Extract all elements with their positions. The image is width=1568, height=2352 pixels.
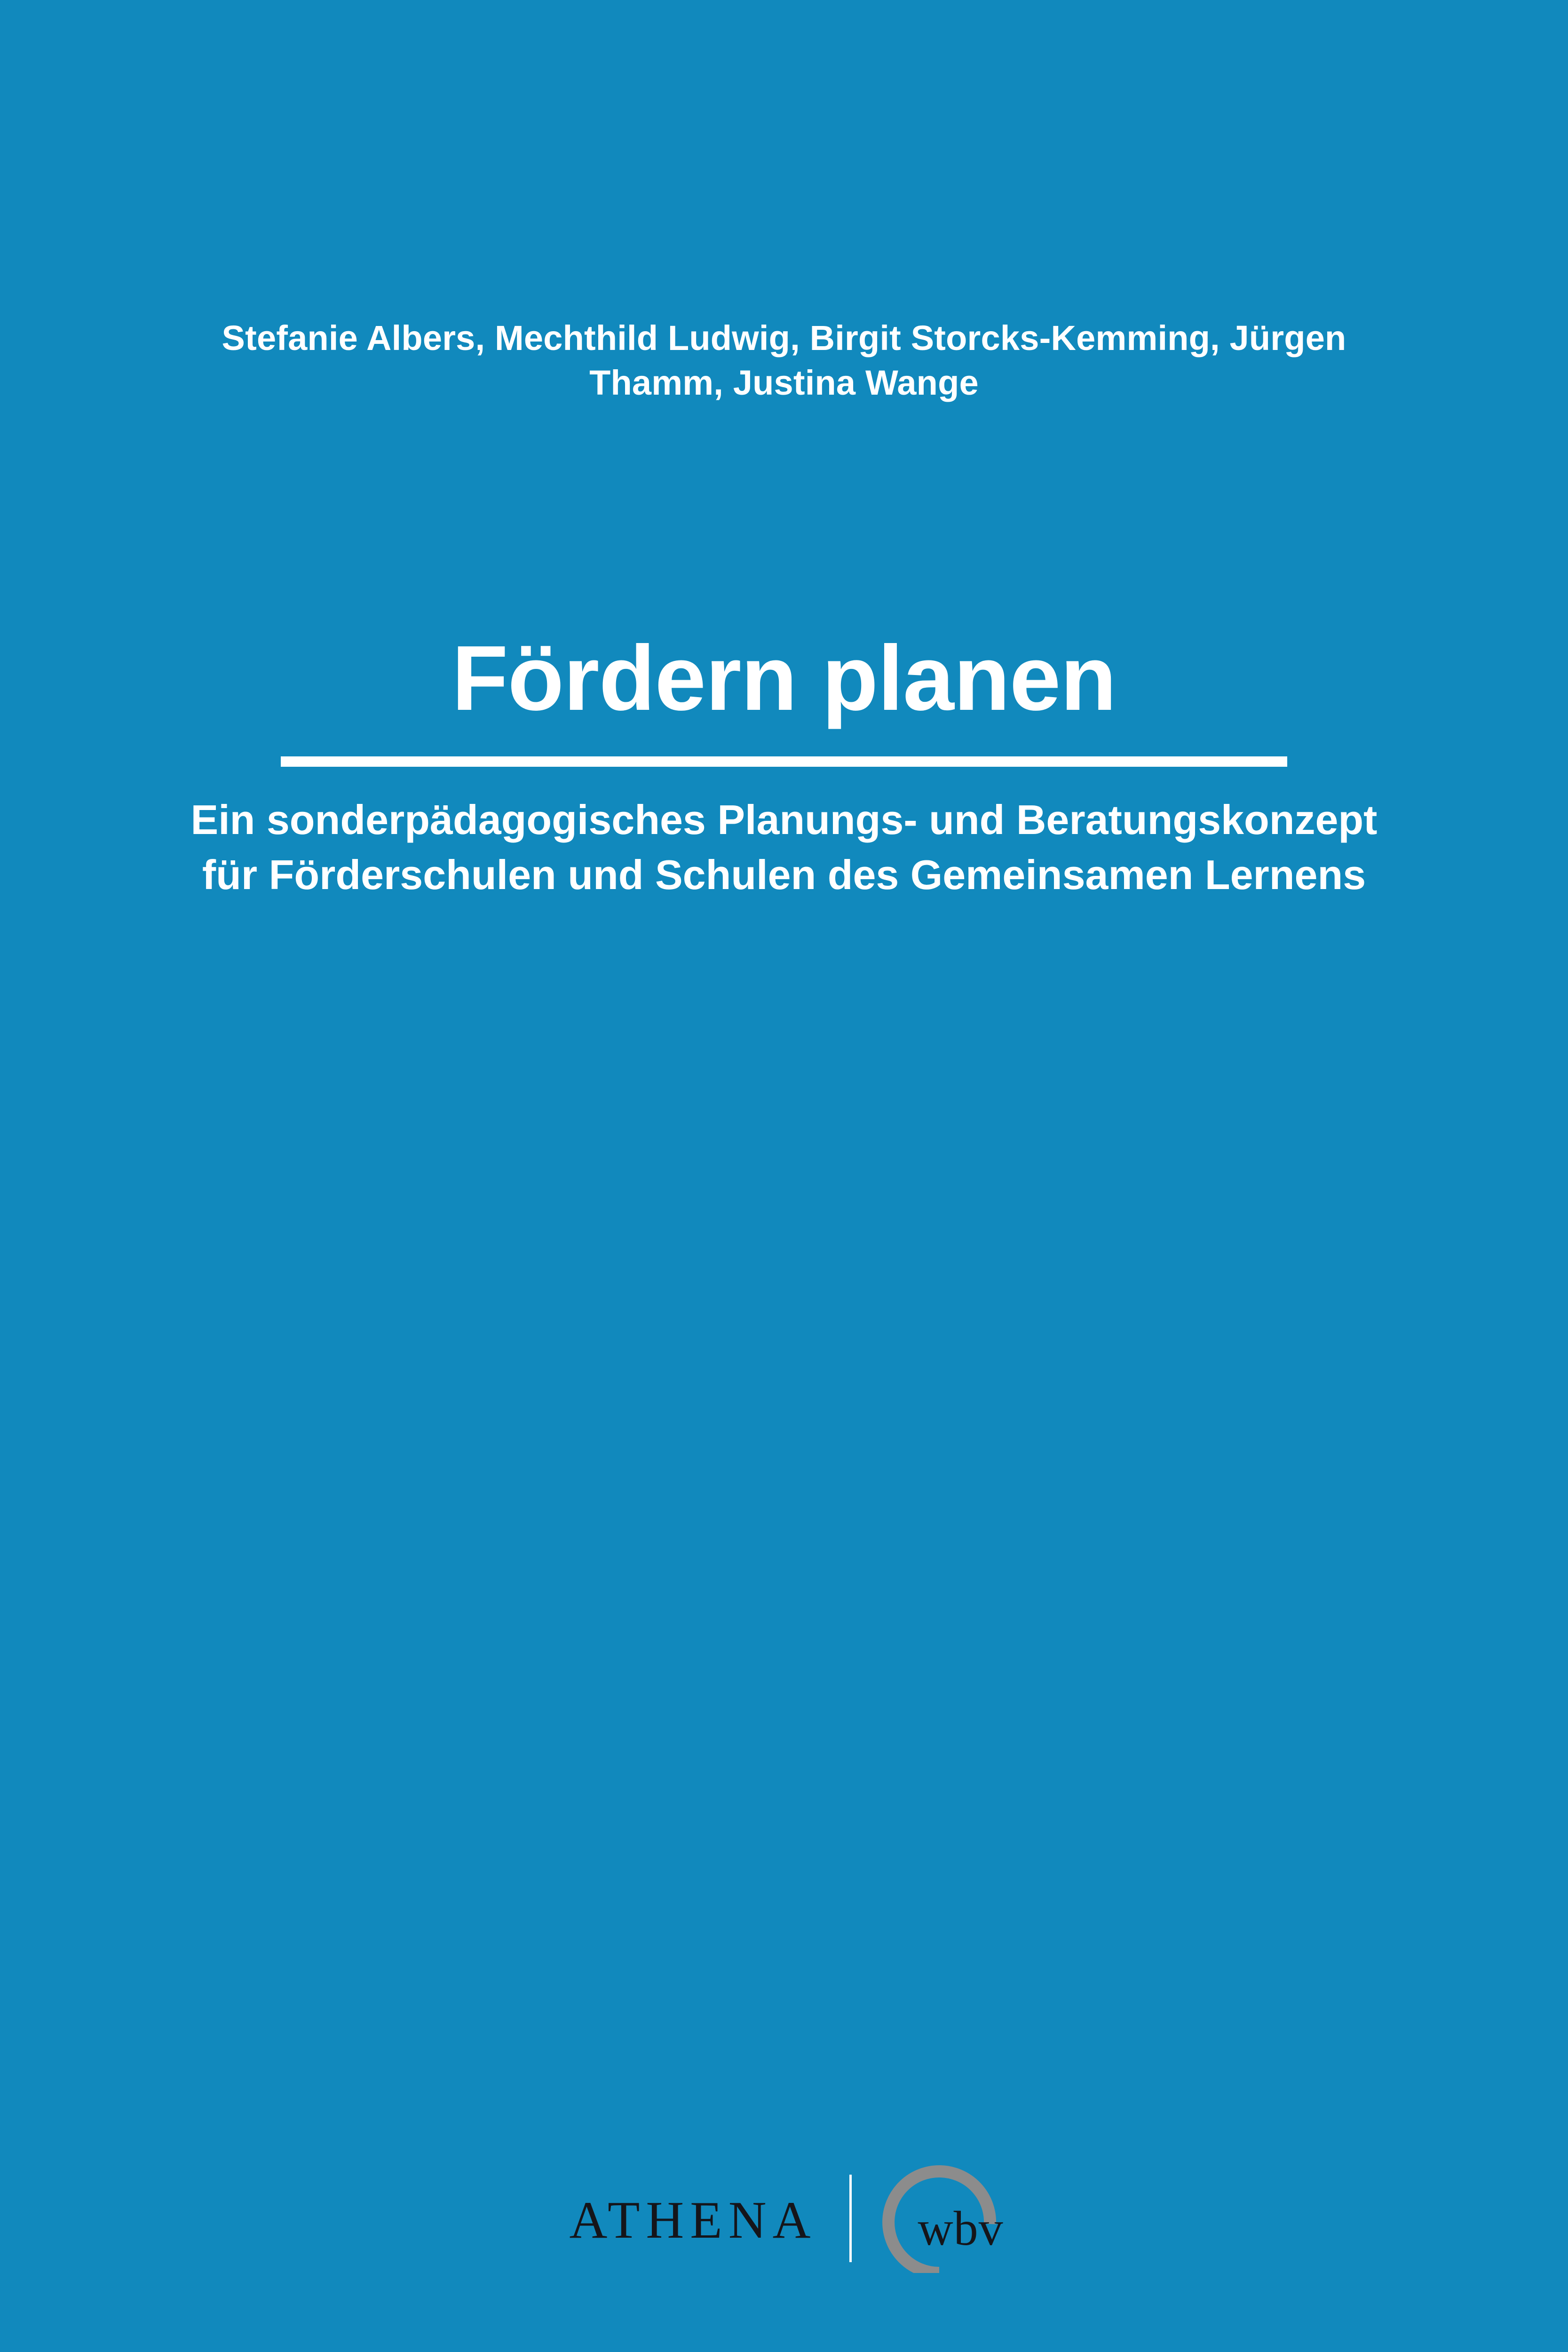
subtitle: Ein sonderpädagogisches Planungs- und Beratungskonzept für Förderschulen und Schulen des Gemeinsamen Lernens xyxy=(190,796,1378,898)
author-list: Stefanie Albers, Mechthild Ludwig, Birgit Storcks-Kemming, Jürgen Thamm, Justina Wange xyxy=(222,318,1346,402)
wbv-wordmark: wbv xyxy=(918,2201,1004,2256)
title-block xyxy=(0,627,1568,902)
title-divider xyxy=(281,756,1287,767)
page-title: Fördern planen xyxy=(451,627,1117,730)
athena-logo: ATHENA xyxy=(569,2191,817,2249)
wbv-arc-icon xyxy=(881,2164,1004,2273)
wbv-logo xyxy=(852,2164,1004,2273)
publisher-logos xyxy=(0,2164,1568,2273)
